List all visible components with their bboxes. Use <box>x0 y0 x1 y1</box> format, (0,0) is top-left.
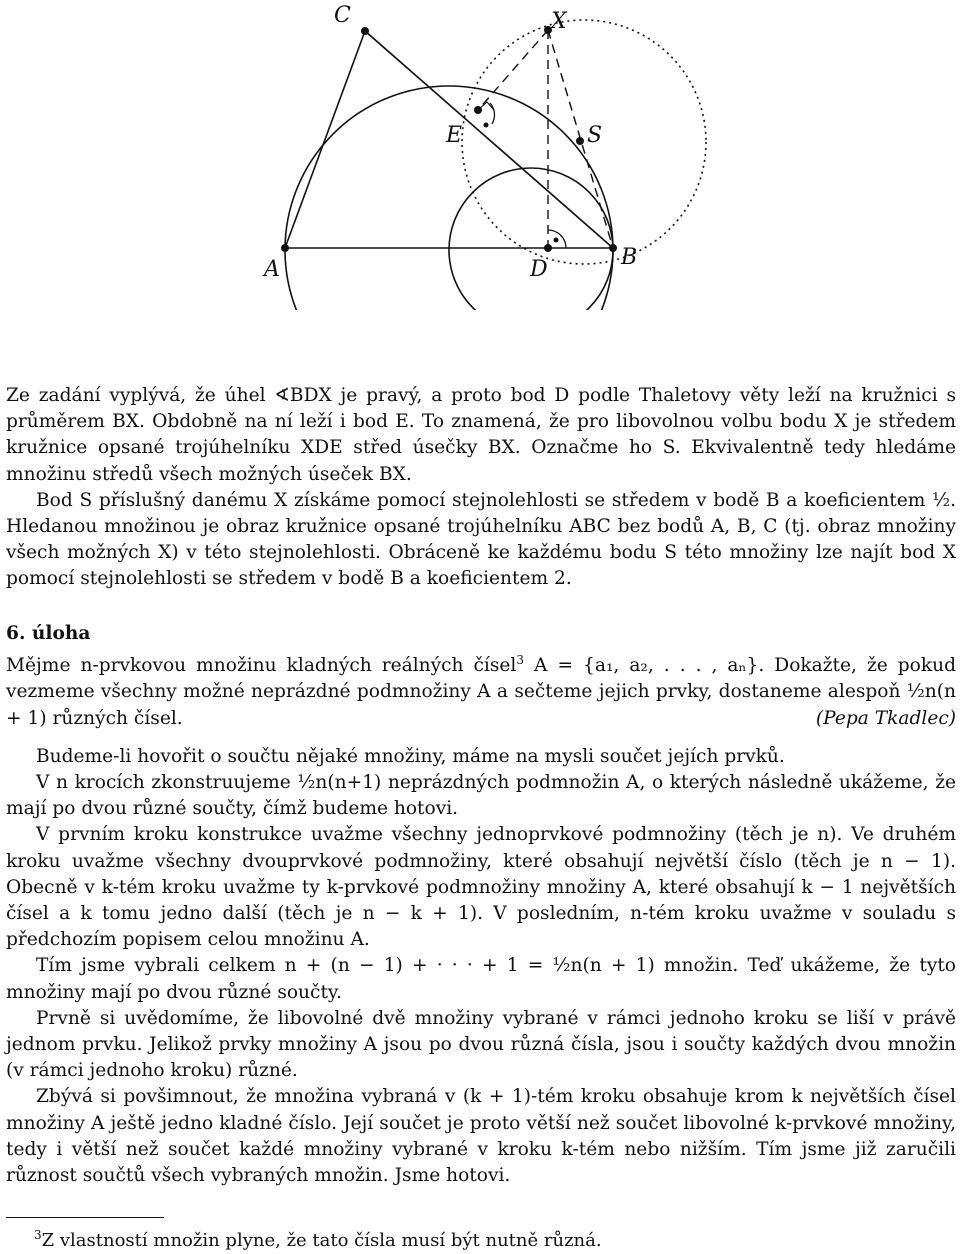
point-e <box>474 106 482 114</box>
label-e: E <box>446 123 463 148</box>
right-angle-d-dot <box>554 238 559 243</box>
section-1 <box>6 383 956 593</box>
footnote-text: Z vlastností množin plyne, že tato čísla musí být nutně různá. <box>41 1230 602 1251</box>
label-a: A <box>264 257 280 282</box>
label-b: B <box>621 245 638 270</box>
segment-ac <box>285 31 365 248</box>
paragraph-homothety: Bod S příslušný danému X získáme pomocí stejnolehlosti se středem v bodě B a koeficientem ½. Hledanou množinou je obraz kružnice opsané trojúhelníku ABC bez bodů A, B, C (tj. obraz množiny všech možných X) v této stejnolehlosti. Obráceně ke každému bodu S této množiny lze najít bod X pomocí stejnolehlosti se středem v bodě B a koeficientem 2. <box>6 489 956 590</box>
label-d: D <box>530 257 548 282</box>
problem-credit: (Pepa Tkadlec) <box>815 707 956 729</box>
label-c: C <box>334 3 351 28</box>
footnote <box>34 1222 934 1254</box>
label-s: S <box>587 123 603 148</box>
solution-paragraph: V n krocích zkonstruujeme ½n(n+1) neprázdných podmnožin A, o kterých následně ukážeme, že mají po dvou různé součty, čímž budeme hotovi. <box>6 772 956 820</box>
paragraph-thales: Ze zadání vyplývá, že úhel ∢BDX je pravý, a proto bod D podle Thaletovy věty leží na kružnici s průměrem BX. Obdobně na ní leží i bod E. To znamená, že pro libovolnou volbu bodu X je středem kružnice opsané trojúhelníku XDE střed úsečky BX. Označme ho S. Ekvivalentně tedy hledáme množinu středů všech možných úseček BX. <box>6 385 956 485</box>
footnote-mark: 3 <box>34 1228 42 1242</box>
solution-paragraph: Budeme-li hovořit o součtu nějaké množiny, máme na mysli součet jejích prvků. <box>36 745 785 767</box>
thales-circle-bx <box>462 20 706 264</box>
geometry-figure <box>0 0 960 310</box>
point-c <box>361 27 369 35</box>
label-x: X <box>551 9 567 34</box>
right-angle-e-dot <box>484 123 489 128</box>
solution-paragraph: V prvním kroku konstrukce uvažme všechny jednoprvkové podmnožiny (těch je n). Ve druhém kroku uvažme všechny dvouprvkové podmnožiny, které obsahují největší číslo (těch je n − 1). Obecně v k-tém kroku uvažme ty k-prvkové podmnožiny množiny A, které obsahují k − 1 největších čísel a k tomu jedno další (těch je n − k + 1). V posledním, n-tém kroku uvažme v souladu s předchozím popisem celou množinu A. <box>6 824 956 951</box>
point-d <box>544 244 552 252</box>
problem-text-a: Mějme n-prvkovou množinu kladných reálných čísel <box>6 655 517 677</box>
footnote-rule <box>6 1217 164 1218</box>
solution-paragraph: Prvně si uvědomíme, že libovolné dvě množiny vybrané v rámci jednoho kroku se liší v právě jednom prvku. Jelikož prvky množiny A jsou po dvou různá čísla, jsou i součty každých dvou množin (v rámci jednoho kroku) různé. <box>6 1007 956 1082</box>
circumcircle-abc <box>285 86 613 310</box>
problem-statement <box>6 647 956 732</box>
section-2 <box>6 621 956 1189</box>
problem-heading: 6. úloha <box>6 623 91 644</box>
footnote-ref: 3 <box>516 653 525 668</box>
solution-paragraph: Zbývá si povšimnout, že množina vybraná v (k + 1)-tém kroku obsahuje krom k největších čísel množiny A ještě jedno kladné číslo. Její součet je proto větší než součet libovolné k-prvkové množiny, tedy i větší než součet každé množiny vybrané v kroku k-tém nebo nižším. Tím jsme již zaručili různost součtů všech vybraných množin. Jsme hotovi. <box>6 1086 956 1187</box>
solution-paragraph: Tím jsme vybrali celkem n + (n − 1) + · · · + 1 = ½n(n + 1) množin. Teď ukážeme, že tyto množiny mají po dvou různé součty. <box>6 955 956 1003</box>
image-circle <box>449 168 613 310</box>
point-a <box>281 244 289 252</box>
point-s <box>576 137 584 145</box>
point-b <box>609 244 617 252</box>
problem-text-b: A = {a₁, a₂, . . . , aₙ}. Dokažte, že pokud vezmeme všechny možné neprázdné podmnožiny A a sečteme jejich prvky, dostaneme alespoň ½n(n + 1) různých čísel. <box>6 655 956 729</box>
segment-cb <box>365 31 613 248</box>
